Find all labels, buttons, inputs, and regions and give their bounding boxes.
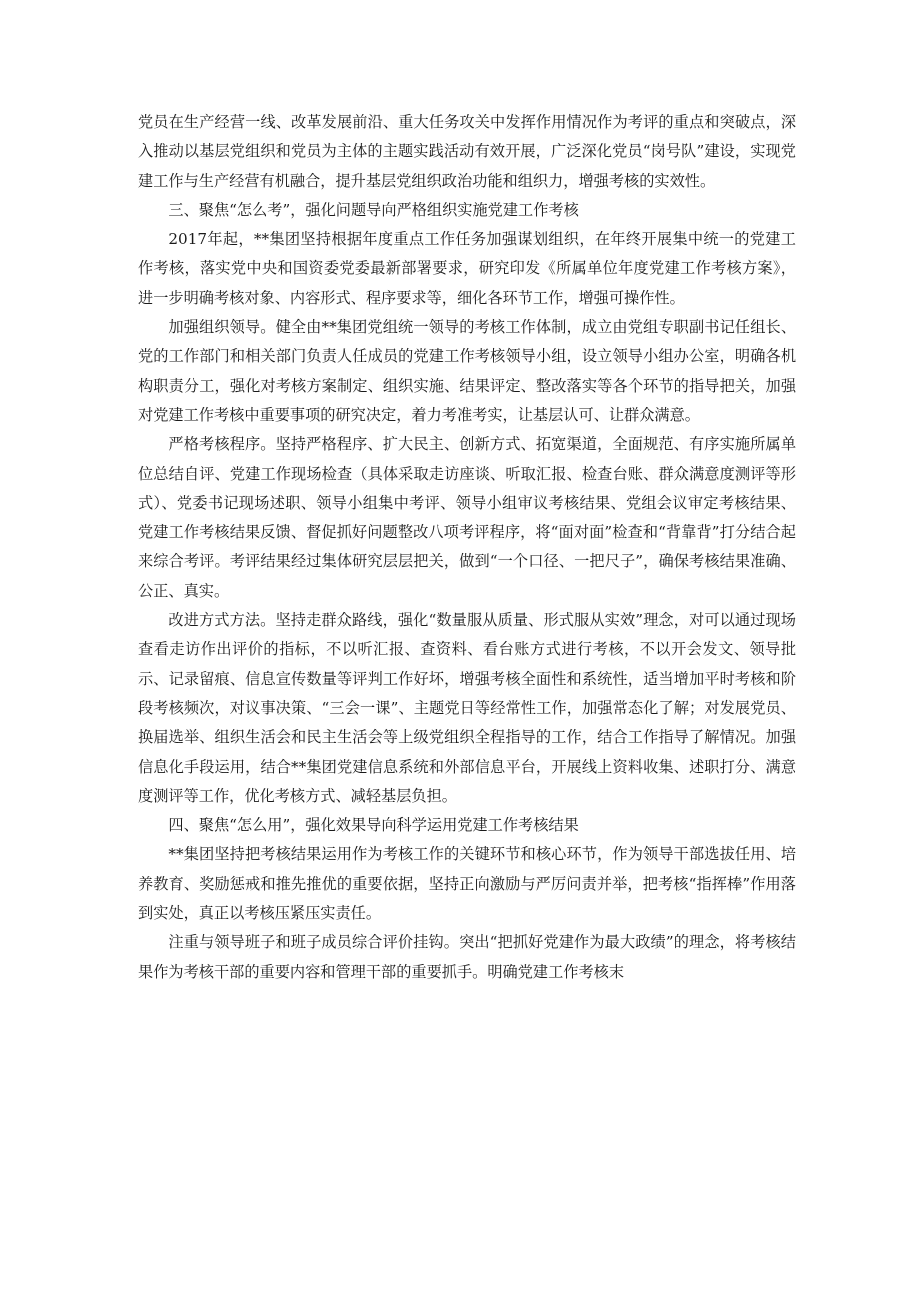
- section-heading-3: 三、聚焦“怎么考”，强化问题导向严格组织实施党建工作考核: [168, 200, 579, 219]
- paragraph-1: 党员在生产经营一线、改革发展前沿、重大任务攻关中发挥作用情况作为考评的重点和突破点，深入推动以基层党组织和党员为主体的主题实践活动有效开展，广泛深化党员“岗号队”建设，实现党建工作与生产经营有机融合，提升基层党组织政治功能和组织力，增强考核的实效性。: [138, 113, 796, 190]
- paragraph-6: **集团坚持把考核结果运用作为考核工作的关键环节和核心环节，作为领导干部选拔任用、培养教育、奖励惩戒和推先推优的重要依据，坚持正向激励与严厉问责并举，把考核“指挥棒”作用落到实处，真正以考核压紧压实责任。: [138, 845, 796, 923]
- paragraph-2: 2017年起，**集团坚持根据年度重点工作任务加强谋划组织，在年终开展集中统一的党建工作考核，落实党中央和国资委党委最新部署要求，研究印发《所属单位年度党建工作考核方案》，进一步明确考核对象、内容形式、程序要求等，细化各环节工作，增强可操作性。: [138, 230, 796, 307]
- document-page: [138, 108, 796, 987]
- paragraph-4: 严格考核程序。坚持严格程序、扩大民主、创新方式、拓宽渠道，全面规范、有序实施所属单位总结自评、党建工作现场检查（具体采取走访座谈、听取汇报、检查台账、群众满意度测评等形式）、党委书记现场述职、领导小组集中考评、领导小组审议考核结果、党组会议审定考核结果、党建工作考核结果反馈、督促抓好问题整改八项考评程序，将“面对面”检查和“背靠背”打分结合起来综合考评。考评结果经过集体研究层层把关，做到“一个口径、一把尺子”，确保考核结果准确、公正、真实。: [138, 435, 796, 600]
- paragraph-3: 加强组织领导。健全由**集团党组统一领导的考核工作体制，成立由党组专职副书记任组长、党的工作部门和相关部门负责人任成员的党建工作考核领导小组，设立领导小组办公室，明确各机构职责分工，强化对考核方案制定、组织实施、结果评定、整改落实等各个环节的指导把关，加强对党建工作考核中重要事项的研究决定，着力考准考实，让基层认可、让群众满意。: [138, 318, 796, 424]
- paragraph-7: 注重与领导班子和班子成员综合评价挂钩。突出“把抓好党建作为最大政绩”的理念，将考核结果作为考核干部的重要内容和管理干部的重要抓手。明确党建工作考核末: [138, 933, 796, 981]
- paragraph-5: 改进方式方法。坚持走群众路线，强化“数量服从质量、形式服从实效”理念，对可以通过现场查看走访作出评价的指标，不以听汇报、查资料、看台账方式进行考核，不以开会发文、领导批示、记录留痕、信息宣传数量等评判工作好坏，增强考核全面性和系统性，适当增加平时考核和阶段考核频次，对议事决策、“三会一课”、主题党日等经常性工作，加强常态化了解；对发展党员、换届选举、组织生活会和民主生活会等上级党组织全程指导的工作，结合工作指导了解情况。加强信息化手段运用，结合**集团党建信息系统和外部信息平台，开展线上资料收集、述职打分、满意度测评等工作，优化考核方式、减轻基层负担。: [138, 611, 796, 805]
- section-heading-4: 四、聚焦“怎么用”，强化效果导向科学运用党建工作考核结果: [168, 816, 579, 835]
